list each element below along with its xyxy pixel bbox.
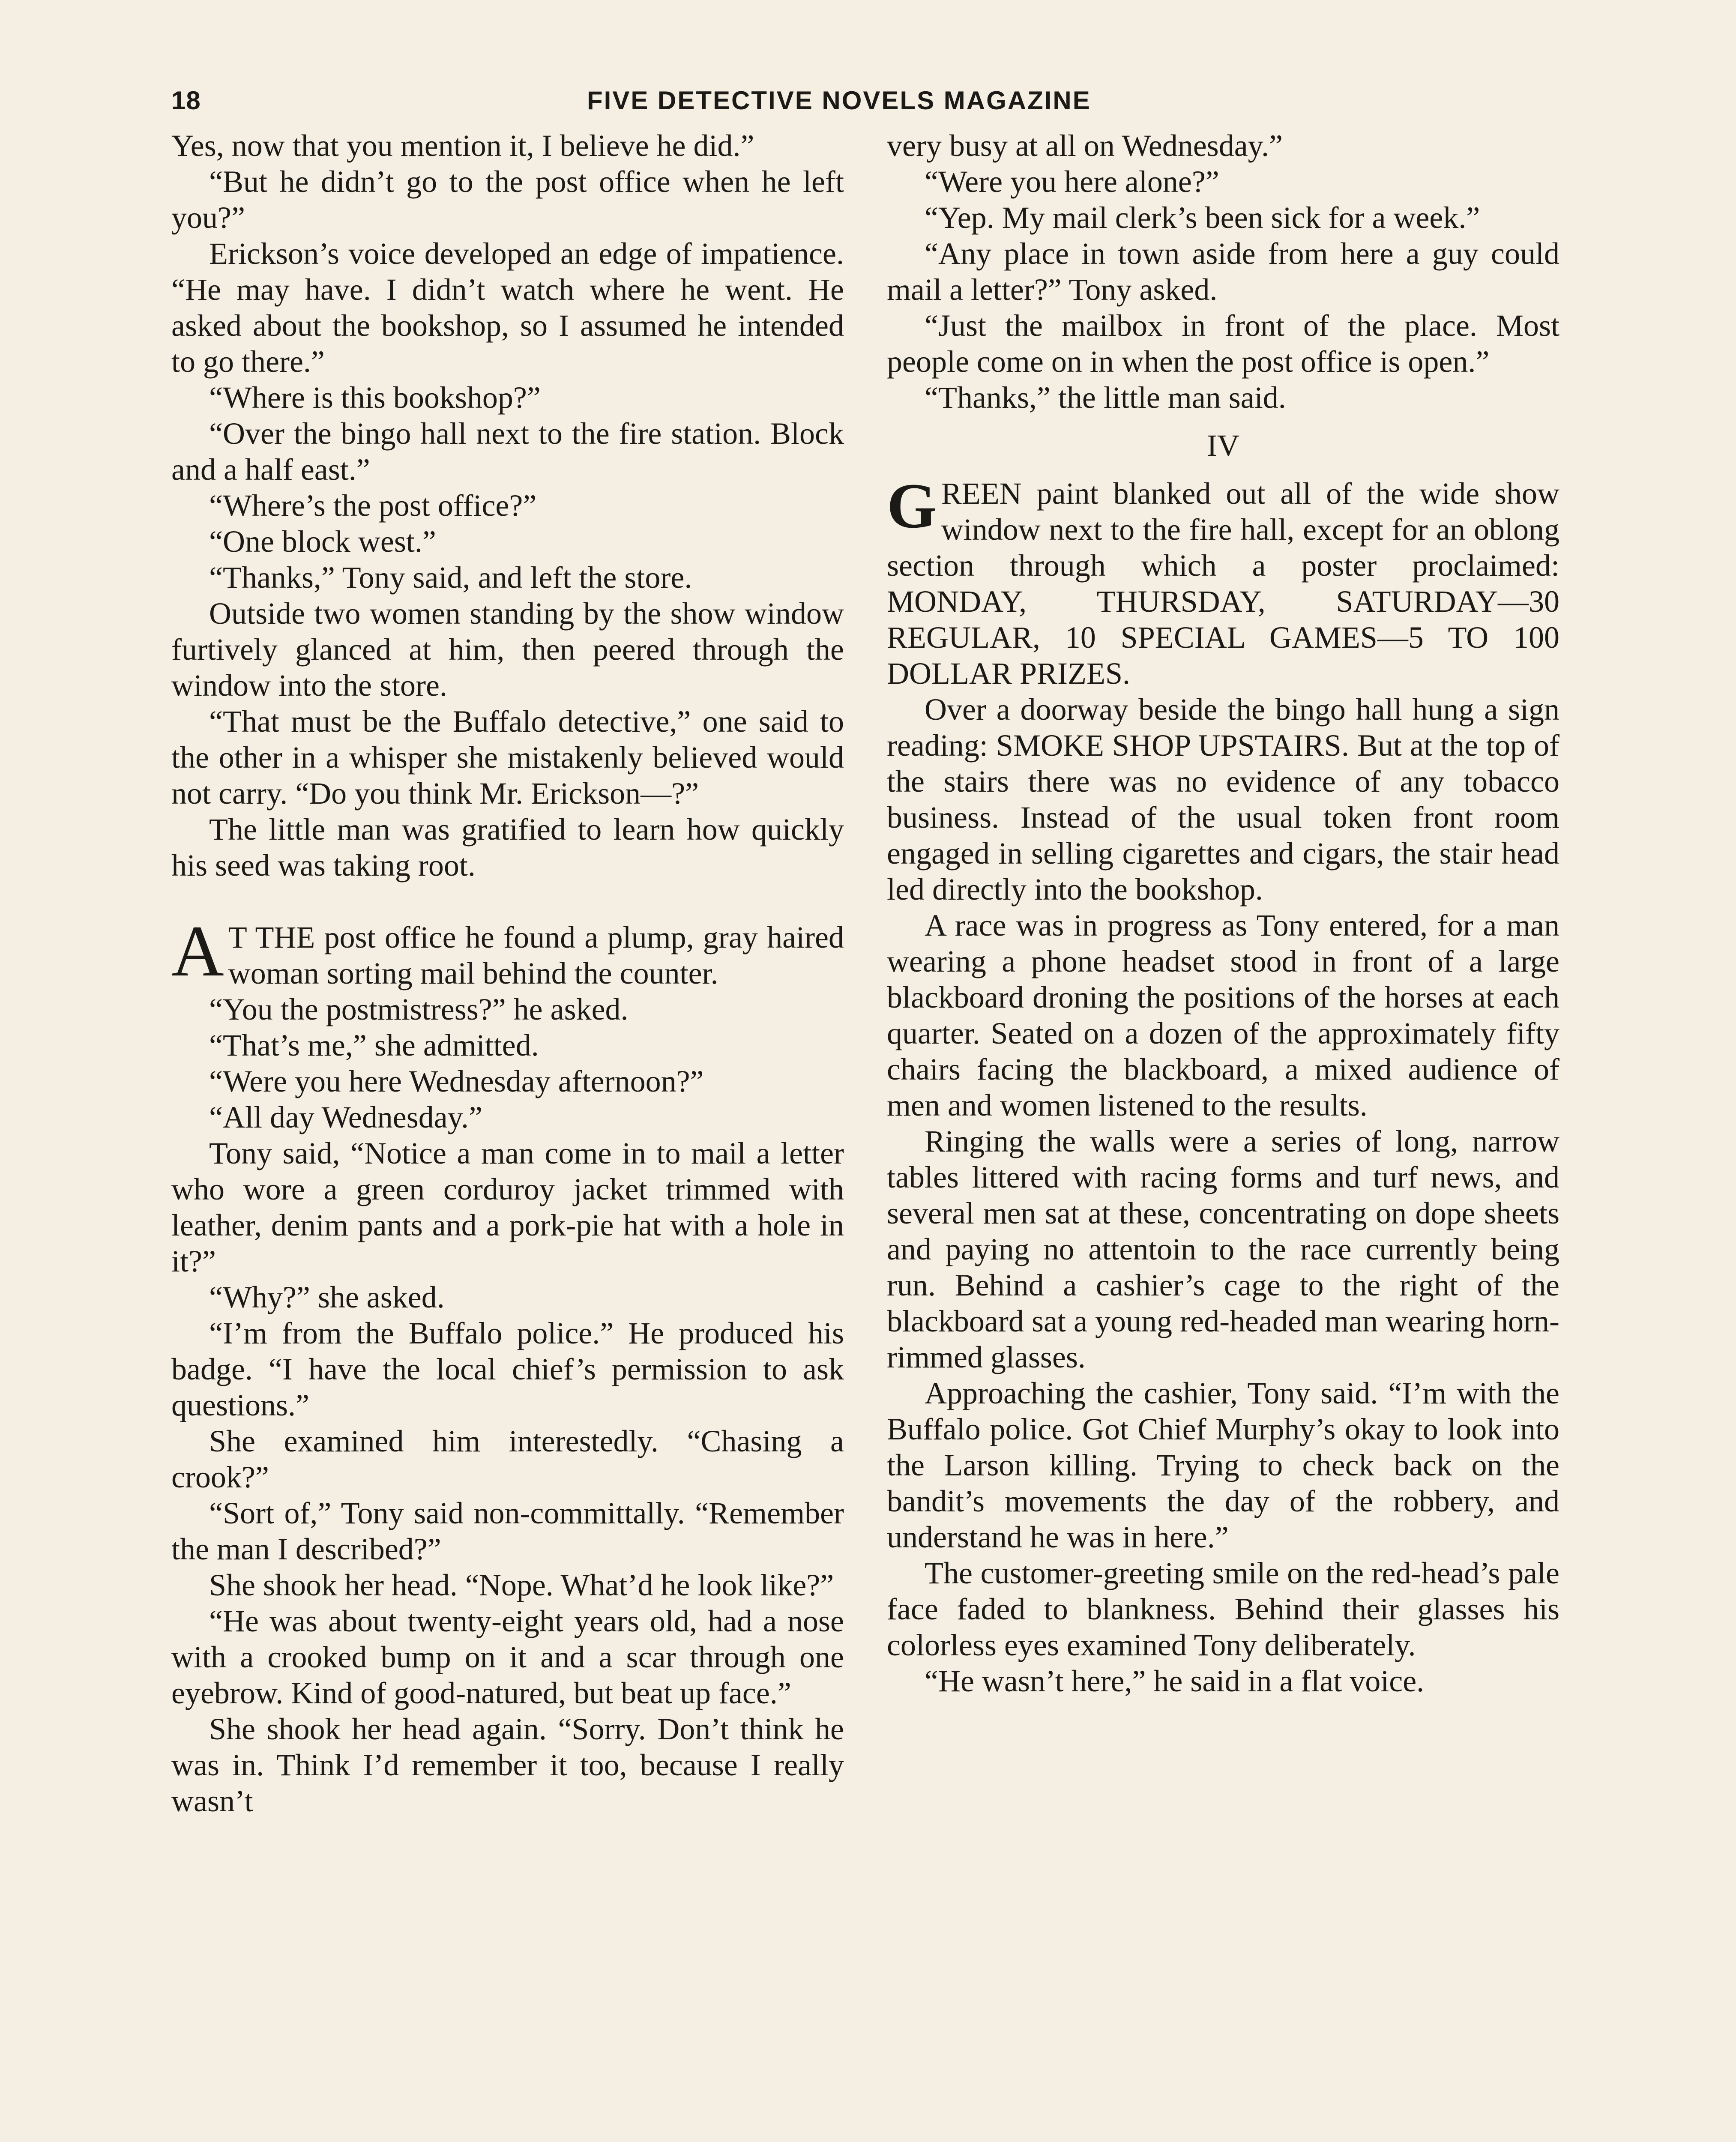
- drop-cap: A: [171, 911, 224, 991]
- paragraph: very busy at all on Wednesday.”: [887, 129, 1283, 163]
- paragraph: “I’m from the Buffalo police.” He produced his badge. “I have the local chief’s permission to ask questions.”: [171, 1316, 844, 1422]
- paragraph: “He was about twenty-eight years old, had a nose with a crooked bump on it and a scar through one eyebrow. Kind of good-natured, but beat up face.”: [171, 1604, 844, 1710]
- paragraph: The customer-greeting smile on the red-head’s pale face faded to blankness. Behind their glasses his colorless eyes examined Tony deliberately.: [887, 1556, 1559, 1662]
- section-opening-paragraph: [171, 911, 844, 991]
- paragraph: “Over the bingo hall next to the fire station. Block and a half east.”: [171, 416, 844, 487]
- paragraph: The little man was gratified to learn how quickly his seed was taking root.: [171, 812, 844, 883]
- paragraph: “Thanks,” Tony said, and left the store.: [209, 560, 692, 595]
- paragraph: “Where is this bookshop?”: [209, 380, 541, 415]
- paragraph: “One block west.”: [209, 524, 436, 559]
- paragraph: “But he didn’t go to the post office when he left you?”: [171, 165, 844, 235]
- paragraph: “He wasn’t here,” he said in a flat voice.: [925, 1664, 1425, 1698]
- paragraph: She shook her head. “Nope. What’d he look like?”: [209, 1568, 834, 1602]
- paragraph: Over a doorway beside the bingo hall hung a sign reading: SMOKE SHOP UPSTAIRS. But at the top of the stairs there was no evidence of any tobacco business. Instead of the usual token front room engaged in selling cigarettes and cigars, the stair head led directly into the bookshop.: [887, 692, 1559, 906]
- section-opening-text: REEN paint blanked out all of the wide show window next to the fire hall, except for an oblong section through which a poster proclaimed: MONDAY, THURSDAY, SATURDAY—30 REGULAR, 10 SPECIAL GAMES—5 TO 100 DOLLAR PRIZES.: [887, 476, 1559, 691]
- section-numeral: IV: [1207, 428, 1239, 463]
- paragraph: “Where’s the post office?”: [209, 488, 537, 523]
- paragraph: “That must be the Buffalo detective,” one said to the other in a whisper she mistakenly believed would not carry. “Do you think Mr. Erickson—?”: [171, 704, 844, 811]
- paragraph: “That’s me,” she admitted.: [209, 1028, 539, 1062]
- paragraph: A race was in progress as Tony entered, for a man wearing a phone headset stood in front of a large blackboard droning the positions of the horses at each quarter. Seated on a dozen of the approximately fifty chairs facing the blackboard, a mixed audience of men and women listened to the results.: [887, 908, 1559, 1122]
- magazine-title: FIVE DETECTIVE NOVELS MAGAZINE: [587, 86, 1091, 115]
- paragraph: “You the postmistress?” he asked.: [209, 992, 629, 1026]
- paragraph: Ringing the walls were a series of long, narrow tables littered with racing forms and turf news, and several men sat at these, concentrating on dope sheets and paying no attentoin to the race currently being run. Behind a cashier’s cage to the right of the blackboard sat a young red-headed man wearing horn-rimmed glasses.: [887, 1124, 1559, 1374]
- paragraph: “Thanks,” the little man said.: [925, 380, 1286, 415]
- paragraph: “Yep. My mail clerk’s been sick for a week.”: [925, 200, 1480, 235]
- page-number: 18: [171, 86, 201, 115]
- paragraph: “Any place in town aside from here a guy could mail a letter?” Tony asked.: [887, 236, 1559, 307]
- paragraph: She shook her head again. “Sorry. Don’t think he was in. Think I’d remember it too, because I really wasn’t: [171, 1712, 844, 1818]
- section-opening-paragraph: [887, 470, 1559, 691]
- section-opening-text: T THE post office he found a plump, gray haired woman sorting mail behind the counter.: [228, 920, 844, 990]
- paragraph: Erickson’s voice developed an edge of impatience. “He may have. I didn’t watch where he went. He asked about the bookshop, so I assumed he intended to go there.”: [171, 236, 844, 379]
- paragraph: Tony said, “Notice a man come in to mail a letter who wore a green corduroy jacket trimmed with leather, denim pants and a pork-pie hat with a hole in it?”: [171, 1136, 844, 1278]
- left-column: [171, 128, 844, 1819]
- paragraph: Yes, now that you mention it, I believe he did.”: [171, 129, 754, 163]
- paragraph: “Why?” she asked.: [209, 1280, 445, 1314]
- paragraph: “Were you here Wednesday afternoon?”: [209, 1064, 704, 1098]
- right-column: [887, 128, 1559, 1699]
- paragraph: Approaching the cashier, Tony said. “I’m with the Buffalo police. Got Chief Murphy’s okay to look into the Larson killing. Trying to check back on the bandit’s movements the day of the robbery, and understand he was in here.”: [887, 1376, 1559, 1554]
- paragraph: She examined him interestedly. “Chasing a crook?”: [171, 1424, 844, 1494]
- drop-cap: G: [887, 470, 937, 541]
- paragraph: “Were you here alone?”: [925, 165, 1219, 199]
- paragraph: “Sort of,” Tony said non-committally. “Remember the man I described?”: [171, 1496, 844, 1566]
- paragraph: “Just the mailbox in front of the place. Most people come on in when the post office is open.”: [887, 308, 1559, 379]
- paragraph: “All day Wednesday.”: [209, 1100, 482, 1134]
- paragraph: Outside two women standing by the show window furtively glanced at him, then peered through the window into the store.: [171, 596, 844, 703]
